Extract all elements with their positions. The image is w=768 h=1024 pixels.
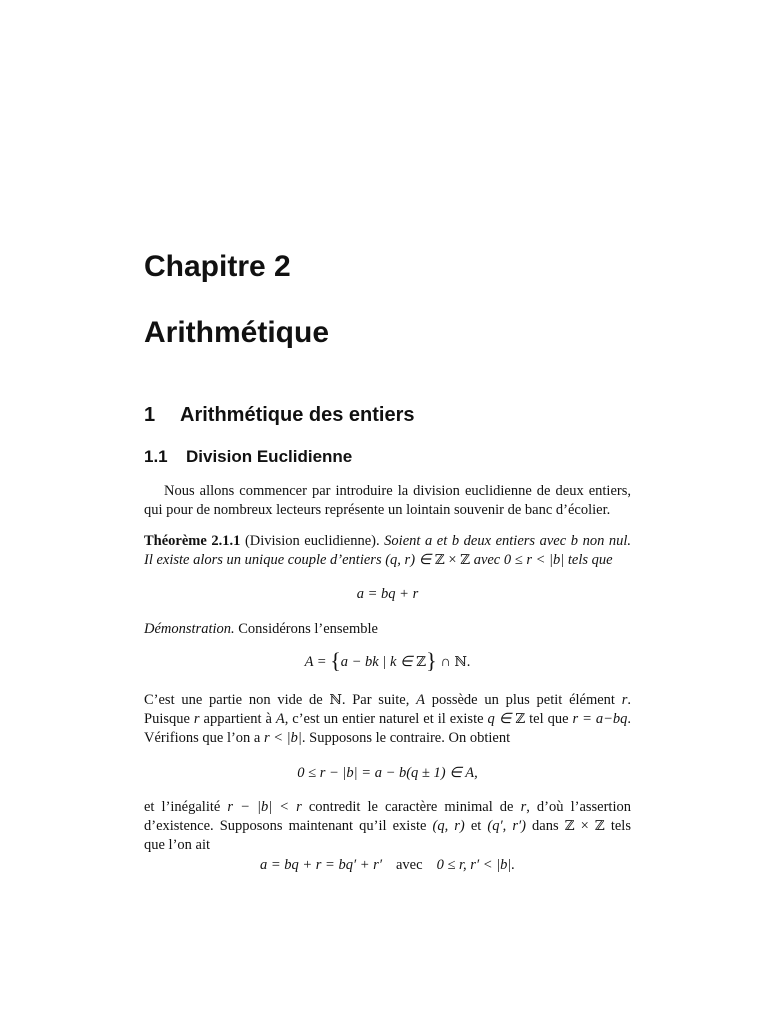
math-inline: a − bk | k ∈ [340, 654, 417, 670]
math-operator: ∩ [436, 654, 455, 670]
subsection-number: 1.1 [144, 447, 168, 466]
math-var: b [451, 533, 460, 549]
theorem-line-2 [144, 550, 631, 570]
math-var: r [520, 799, 527, 815]
section-heading [144, 404, 415, 427]
theorem-text: non nul. [578, 533, 632, 549]
intro-line-2: qui pour de nombreux lecteurs représente un lointain souvenir de banc d’écolier. [144, 502, 611, 518]
proof-p2-line-1 [144, 797, 631, 817]
math-var: A [416, 692, 425, 708]
math-var: r [193, 711, 200, 727]
naturals-symbol: ℕ [329, 692, 342, 708]
math-var: a [424, 533, 433, 549]
proof-text: . Supposons le contraire. On obtient [301, 730, 511, 746]
proof-text: d’existence. Supposons maintenant qu’il existe [144, 818, 433, 834]
proof-p2-line-2 [144, 816, 631, 836]
left-brace: { [330, 648, 341, 673]
math-var: b [570, 533, 578, 549]
integers-symbol: ℤ [460, 552, 471, 568]
theorem-text: et [432, 533, 452, 549]
naturals-symbol: ℕ [454, 654, 467, 670]
section-number: 1 [144, 404, 156, 426]
subsection-heading [144, 447, 352, 467]
proof-text: appartient à [199, 711, 276, 727]
proof-intro [144, 619, 631, 639]
proof-text: . Par suite, [341, 692, 417, 708]
proof-p1-line-3 [144, 728, 631, 748]
right-brace: } [426, 648, 437, 673]
set-definition-equation [144, 648, 631, 675]
theorem-equation: a = bq + r [356, 586, 419, 602]
integers-symbol: ℤ [416, 654, 427, 670]
proof-text: Puisque [144, 711, 194, 727]
proof-text: contredit le caractère minimal de [301, 799, 521, 815]
math-inline: 0 ≤ r, r′ < |b|. [436, 857, 516, 873]
theorem-text: tels que [564, 552, 613, 568]
proof-text: C’est une partie non vide de [144, 692, 330, 708]
math-inline: (q, r) [432, 818, 465, 834]
integers-symbol: ℤ [564, 818, 575, 834]
math-var: r [621, 692, 628, 708]
proof-p1-line-1 [144, 690, 631, 710]
proof-p2-line-3: que l’on ait [144, 837, 211, 853]
contradiction-equation: 0 ≤ r − |b| = a − b(q ± 1) ∈ A, [297, 765, 478, 781]
proof-text: . [627, 692, 631, 708]
math-inline: r < |b| [264, 730, 302, 746]
integers-symbol: ℤ [594, 818, 605, 834]
theorem-text: Il existe alors un unique couple d’entiers [144, 552, 386, 568]
proof-text: Vérifions que l’on a [144, 730, 264, 746]
math-inline: (q′, r′) [487, 818, 526, 834]
proof-text: tel que [525, 711, 573, 727]
intro-line-1: Nous allons commencer par introduire la division euclidienne de deux entiers, [164, 483, 631, 499]
proof-text: tels [604, 818, 631, 834]
proof-text: Considérons l’ensemble [234, 621, 378, 637]
math-var: A [275, 711, 285, 727]
proof-text: . [627, 711, 631, 727]
math-inline: (q, r) ∈ [385, 552, 435, 568]
chapter-title: Arithmétique [144, 316, 330, 349]
math-inline: r = a−bq [572, 711, 628, 727]
math-inline: A = [304, 654, 331, 670]
theorem-line-1 [144, 531, 631, 551]
proof-p1-line-2 [144, 709, 631, 729]
math-inline: 0 ≤ r < |b| [503, 552, 565, 568]
theorem-text: deux entiers avec [459, 533, 571, 549]
math-operator: × [444, 552, 461, 568]
proof-text: et l’inégalité [144, 799, 228, 815]
proof-label: Démonstration. [144, 621, 235, 637]
uniqueness-equation [144, 855, 631, 875]
math-inline: . [466, 654, 471, 670]
proof-text: , c’est un entier naturel et il existe [284, 711, 488, 727]
section-title: Arithmétique des entiers [180, 404, 415, 426]
proof-text: possède un plus petit élément [424, 692, 622, 708]
integers-symbol: ℤ [434, 552, 445, 568]
integers-symbol: ℤ [515, 711, 526, 727]
theorem-label: Théorème 2.1.1 [144, 533, 241, 549]
subsection-title: Division Euclidienne [186, 447, 353, 466]
math-inline: a = bq + r = bq′ + r′ [259, 857, 382, 873]
proof-text: dans [525, 818, 565, 834]
proof-text: avec [396, 857, 423, 873]
proof-text: , d’où l’assertion [526, 799, 631, 815]
math-inline: r − |b| < r [227, 799, 302, 815]
math-inline: q ∈ [487, 711, 516, 727]
theorem-text: avec [470, 552, 504, 568]
proof-text: et [464, 818, 488, 834]
theorem-name: (Division euclidienne). [244, 533, 380, 549]
theorem-text: Soient [384, 533, 425, 549]
math-operator: × [574, 818, 595, 834]
chapter-label: Chapitre 2 [144, 250, 291, 283]
